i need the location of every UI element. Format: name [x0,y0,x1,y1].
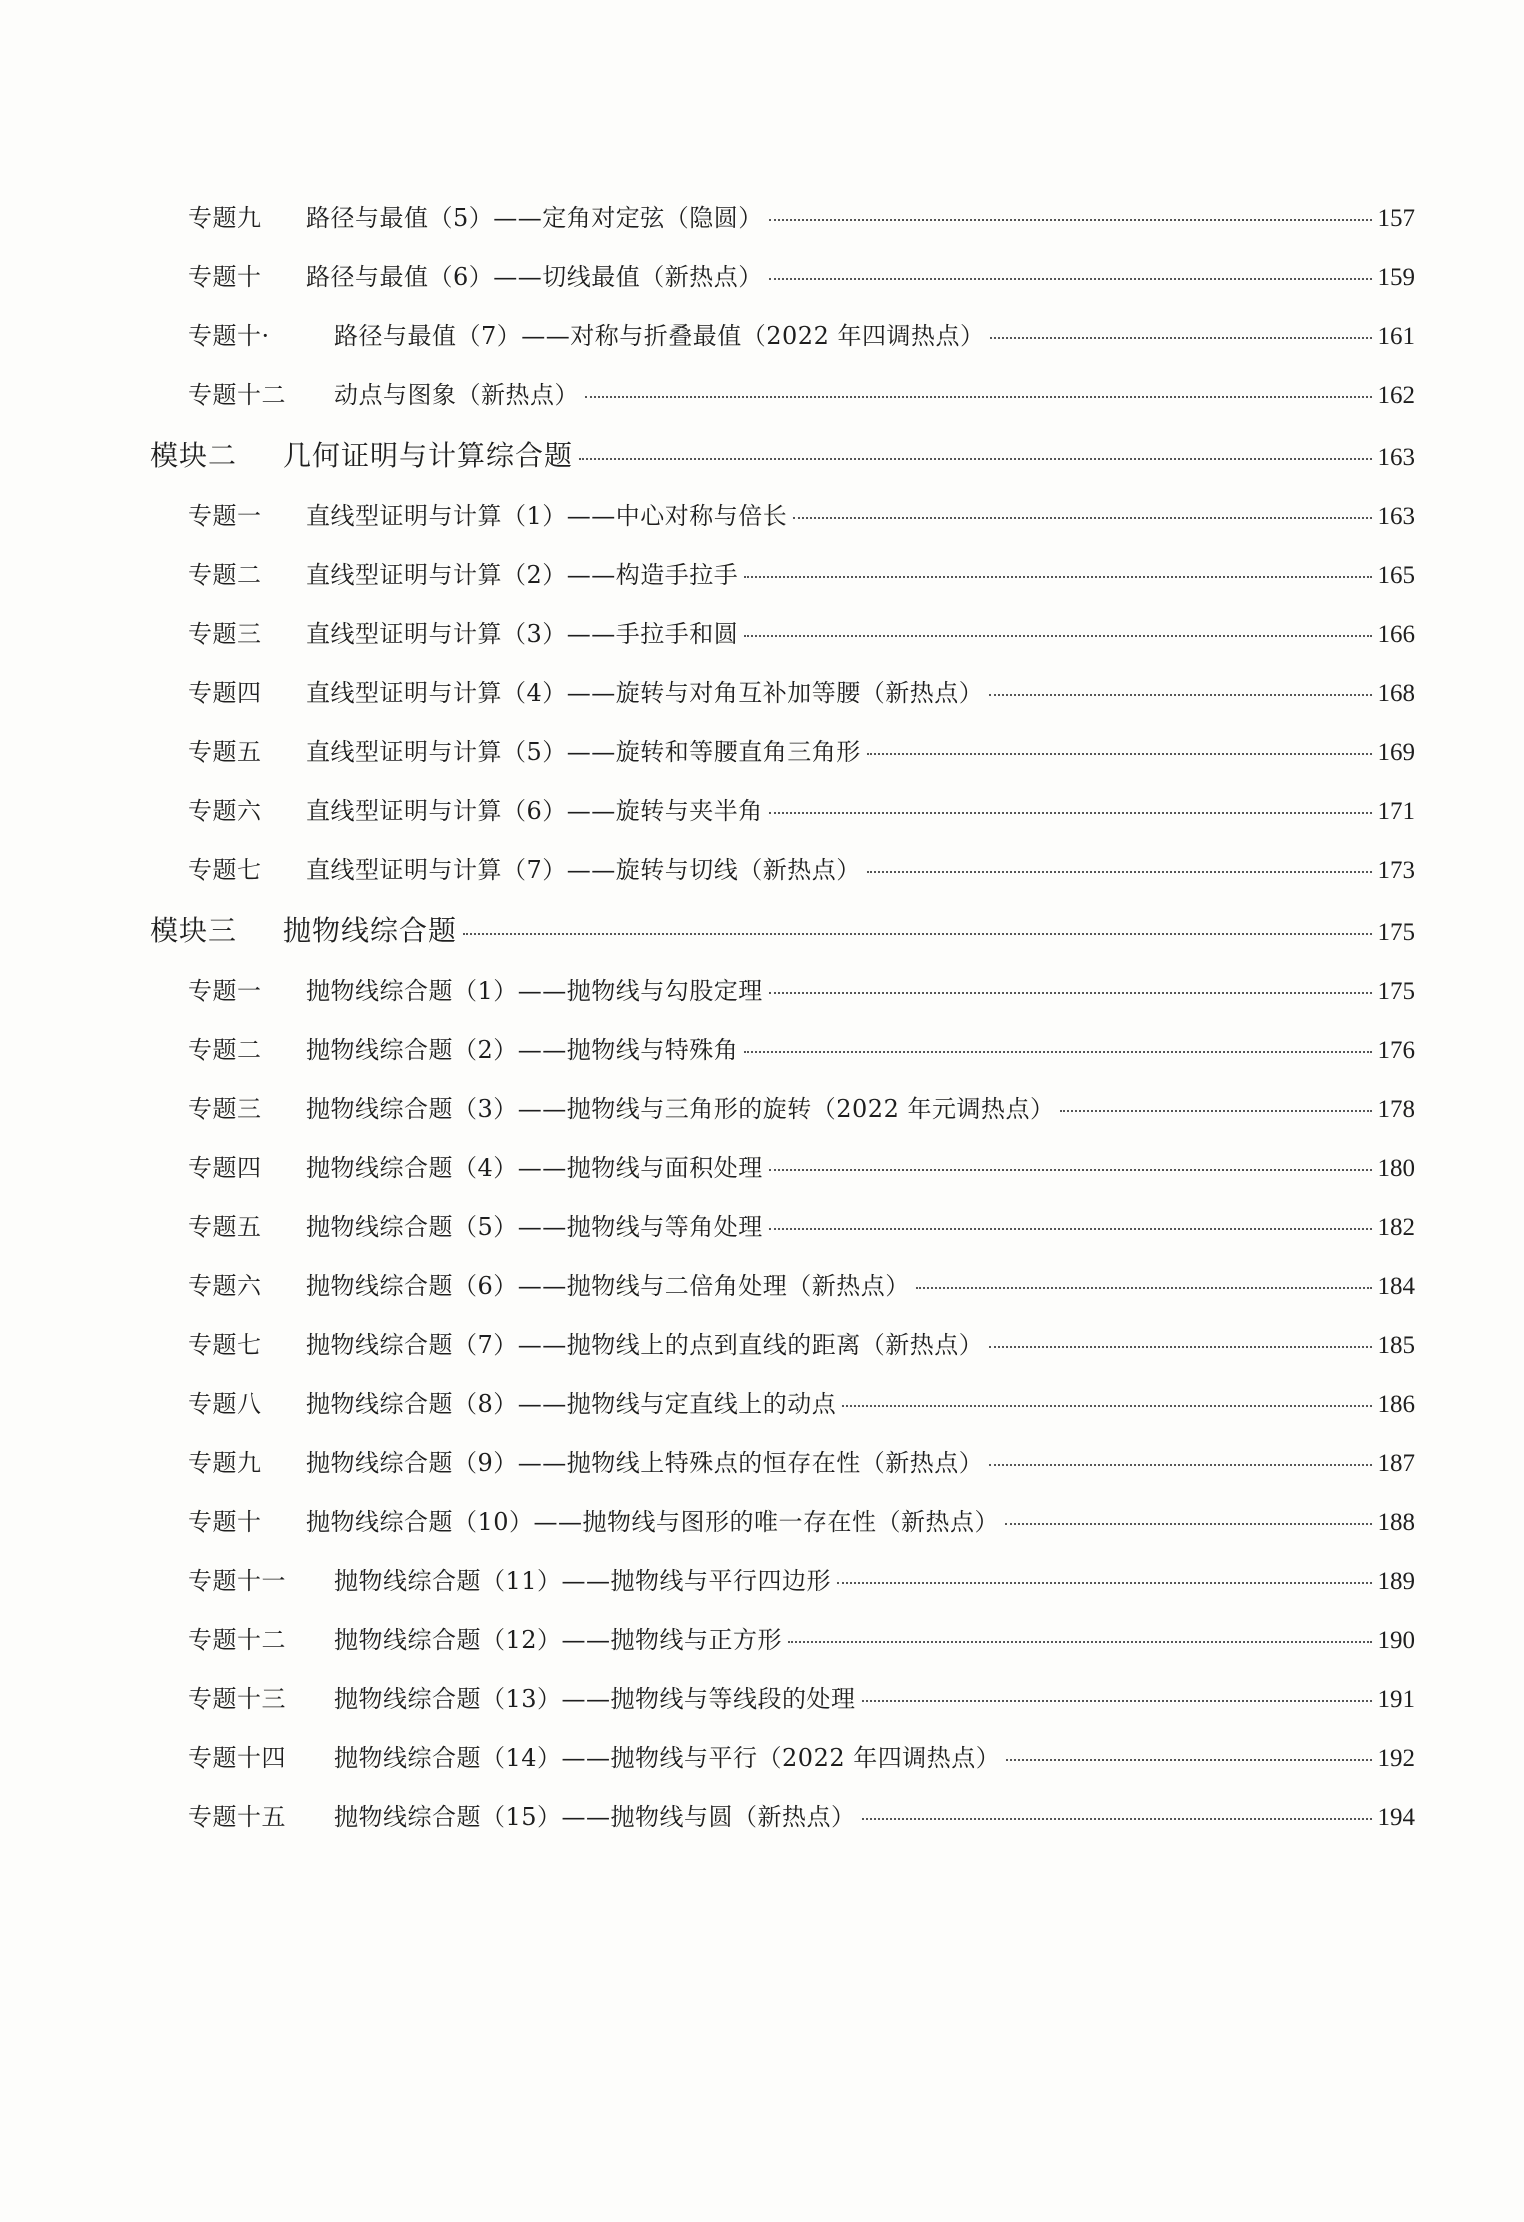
entry-page-number: 163 [1377,444,1415,471]
dot-leader [793,517,1371,519]
entry-page-number: 185 [1377,1332,1415,1359]
dot-leader [769,1169,1372,1171]
toc-topic-entry[interactable] [150,1384,1415,1443]
entry-title: 抛物线综合题（3）——抛物线与三角形的旋转（2022 年元调热点） [306,1095,1055,1123]
toc-topic-entry[interactable] [150,1502,1415,1561]
toc-topic-entry[interactable] [150,732,1415,791]
entry-label: 专题十二 [188,381,286,409]
entry-page-number: 191 [1377,1686,1415,1713]
dot-leader [744,576,1371,578]
entry-page-number: 175 [1377,978,1415,1005]
entry-label: 专题四 [188,679,262,707]
toc-topic-entry[interactable] [150,316,1415,375]
entry-page-number: 189 [1377,1568,1415,1595]
dot-leader [585,396,1372,398]
toc-topic-entry[interactable] [150,1561,1415,1620]
entry-title: 直线型证明与计算（4）——旋转与对角互补加等腰（新热点） [306,679,984,707]
toc-topic-entry[interactable] [150,850,1415,909]
entry-label: 专题六 [188,1272,262,1300]
entry-page-number: 186 [1377,1391,1415,1418]
dot-leader [837,1582,1371,1584]
entry-title: 抛物线综合题（2）——抛物线与特殊角 [306,1036,739,1064]
entry-title: 直线型证明与计算（7）——旋转与切线（新热点） [306,856,861,884]
dot-leader [916,1287,1372,1289]
entry-label: 专题六 [188,797,262,825]
entry-label: 专题一 [188,977,262,1005]
entry-label: 专题一 [188,502,262,530]
entry-title: 抛物线综合题（12）——抛物线与正方形 [334,1626,783,1654]
dot-leader [769,219,1372,221]
toc-topic-entry[interactable] [150,1620,1415,1679]
toc-topic-entry[interactable] [150,673,1415,732]
entry-page-number: 163 [1377,503,1415,530]
toc-topic-entry[interactable] [150,1738,1415,1797]
entry-label: 专题二 [188,1036,262,1064]
entry-page-number: 175 [1377,919,1415,946]
entry-label: 专题九 [188,204,262,232]
entry-label: 专题二 [188,561,262,589]
entry-title: 抛物线综合题（11）——抛物线与平行四边形 [334,1567,832,1595]
entry-page-number: 180 [1377,1155,1415,1182]
entry-title: 抛物线综合题（5）——抛物线与等角处理 [306,1213,763,1241]
entry-page-number: 171 [1377,798,1415,825]
entry-page-number: 162 [1377,382,1415,409]
entry-label: 专题三 [188,620,262,648]
entry-page-number: 166 [1377,621,1415,648]
entry-title: 直线型证明与计算（3）——手拉手和圆 [306,620,739,648]
entry-title: 路径与最值（5）——定角对定弦（隐圆） [306,204,763,232]
toc-topic-entry[interactable] [150,198,1415,257]
toc-topic-entry[interactable] [150,1443,1415,1502]
entry-label: 专题九 [188,1449,262,1477]
toc-topic-entry[interactable] [150,1030,1415,1089]
entry-title: 抛物线综合题（10）——抛物线与图形的唯一存在性（新热点） [306,1508,1000,1536]
entry-page-number: 169 [1377,739,1415,766]
entry-page-number: 194 [1377,1804,1415,1831]
entry-label: 专题十 [188,263,262,291]
toc-module-entry[interactable] [150,434,1415,496]
toc-topic-entry[interactable] [150,1148,1415,1207]
entry-label: 专题四 [188,1154,262,1182]
dot-leader [744,1051,1371,1053]
dot-leader [1005,1523,1371,1525]
toc-module-entry[interactable] [150,909,1415,971]
toc-topic-entry[interactable] [150,257,1415,316]
entry-page-number: 173 [1377,857,1415,884]
entry-title: 抛物线综合题（14）——抛物线与平行（2022 年四调热点） [334,1744,1001,1772]
entry-title: 抛物线综合题（8）——抛物线与定直线上的动点 [306,1390,837,1418]
entry-label: 专题五 [188,738,262,766]
entry-label: 模块三 [150,914,238,947]
entry-title: 动点与图象（新热点） [334,381,579,409]
entry-title: 直线型证明与计算（2）——构造手拉手 [306,561,739,589]
entry-label: 专题三 [188,1095,262,1123]
dot-leader [990,337,1371,339]
entry-label: 专题十一 [188,1567,286,1595]
dot-leader [867,753,1372,755]
toc-topic-entry[interactable] [150,1207,1415,1266]
entry-label: 专题七 [188,1331,262,1359]
entry-title: 抛物线综合题 [283,914,458,947]
entry-title: 直线型证明与计算（1）——中心对称与倍长 [306,502,788,530]
entry-page-number: 184 [1377,1273,1415,1300]
entry-title: 抛物线综合题（9）——抛物线上特殊点的恒存在性（新热点） [306,1449,984,1477]
entry-page-number: 188 [1377,1509,1415,1536]
toc-topic-entry[interactable] [150,614,1415,673]
dot-leader [1060,1110,1371,1112]
entry-page-number: 187 [1377,1450,1415,1477]
toc-topic-entry[interactable] [150,791,1415,850]
entry-title: 路径与最值（6）——切线最值（新热点） [306,263,763,291]
entry-label: 专题十· [188,322,270,350]
toc-topic-entry[interactable] [150,375,1415,434]
entry-title: 抛物线综合题（6）——抛物线与二倍角处理（新热点） [306,1272,910,1300]
entry-page-number: 192 [1377,1745,1415,1772]
dot-leader [862,1818,1372,1820]
dot-leader [989,1346,1371,1348]
entry-label: 专题十二 [188,1626,286,1654]
dot-leader [463,933,1371,935]
toc-topic-entry[interactable] [150,1797,1415,1856]
entry-label: 专题十三 [188,1685,286,1713]
toc-topic-entry[interactable] [150,1089,1415,1148]
entry-page-number: 178 [1377,1096,1415,1123]
entry-page-number: 168 [1377,680,1415,707]
dot-leader [769,992,1372,994]
dot-leader [744,635,1371,637]
entry-label: 专题五 [188,1213,262,1241]
dot-leader [842,1405,1371,1407]
entry-title: 抛物线综合题（1）——抛物线与勾股定理 [306,977,763,1005]
entry-title: 抛物线综合题（4）——抛物线与面积处理 [306,1154,763,1182]
toc-topic-entry[interactable] [150,1325,1415,1384]
dot-leader [788,1641,1371,1643]
entry-title: 路径与最值（7）——对称与折叠最值（2022 年四调热点） [334,322,985,350]
entry-label: 专题七 [188,856,262,884]
entry-title: 抛物线综合题（13）——抛物线与等线段的处理 [334,1685,856,1713]
dot-leader [989,1464,1371,1466]
entry-page-number: 176 [1377,1037,1415,1064]
dot-leader [989,694,1371,696]
entry-title: 几何证明与计算综合题 [283,439,574,472]
entry-label: 专题十五 [188,1803,286,1831]
entry-page-number: 159 [1377,264,1415,291]
entry-label: 专题八 [188,1390,262,1418]
entry-page-number: 165 [1377,562,1415,589]
entry-title: 抛物线综合题（15）——抛物线与圆（新热点） [334,1803,856,1831]
table-of-contents [150,198,1415,1856]
entry-page-number: 182 [1377,1214,1415,1241]
dot-leader [769,278,1372,280]
entry-label: 专题十四 [188,1744,286,1772]
toc-topic-entry[interactable] [150,971,1415,1030]
toc-topic-entry[interactable] [150,1679,1415,1738]
entry-label: 模块二 [150,439,238,472]
entry-label: 专题十 [188,1508,262,1536]
dot-leader [769,1228,1372,1230]
dot-leader [862,1700,1372,1702]
entry-title: 直线型证明与计算（6）——旋转与夹半角 [306,797,763,825]
entry-title: 抛物线综合题（7）——抛物线上的点到直线的距离（新热点） [306,1331,984,1359]
dot-leader [867,871,1372,873]
toc-topic-entry[interactable] [150,555,1415,614]
entry-page-number: 161 [1377,323,1415,350]
entry-title: 直线型证明与计算（5）——旋转和等腰直角三角形 [306,738,861,766]
entry-page-number: 157 [1377,205,1415,232]
dot-leader [1006,1759,1371,1761]
toc-topic-entry[interactable] [150,496,1415,555]
toc-topic-entry[interactable] [150,1266,1415,1325]
dot-leader [579,458,1371,460]
entry-page-number: 190 [1377,1627,1415,1654]
dot-leader [769,812,1372,814]
